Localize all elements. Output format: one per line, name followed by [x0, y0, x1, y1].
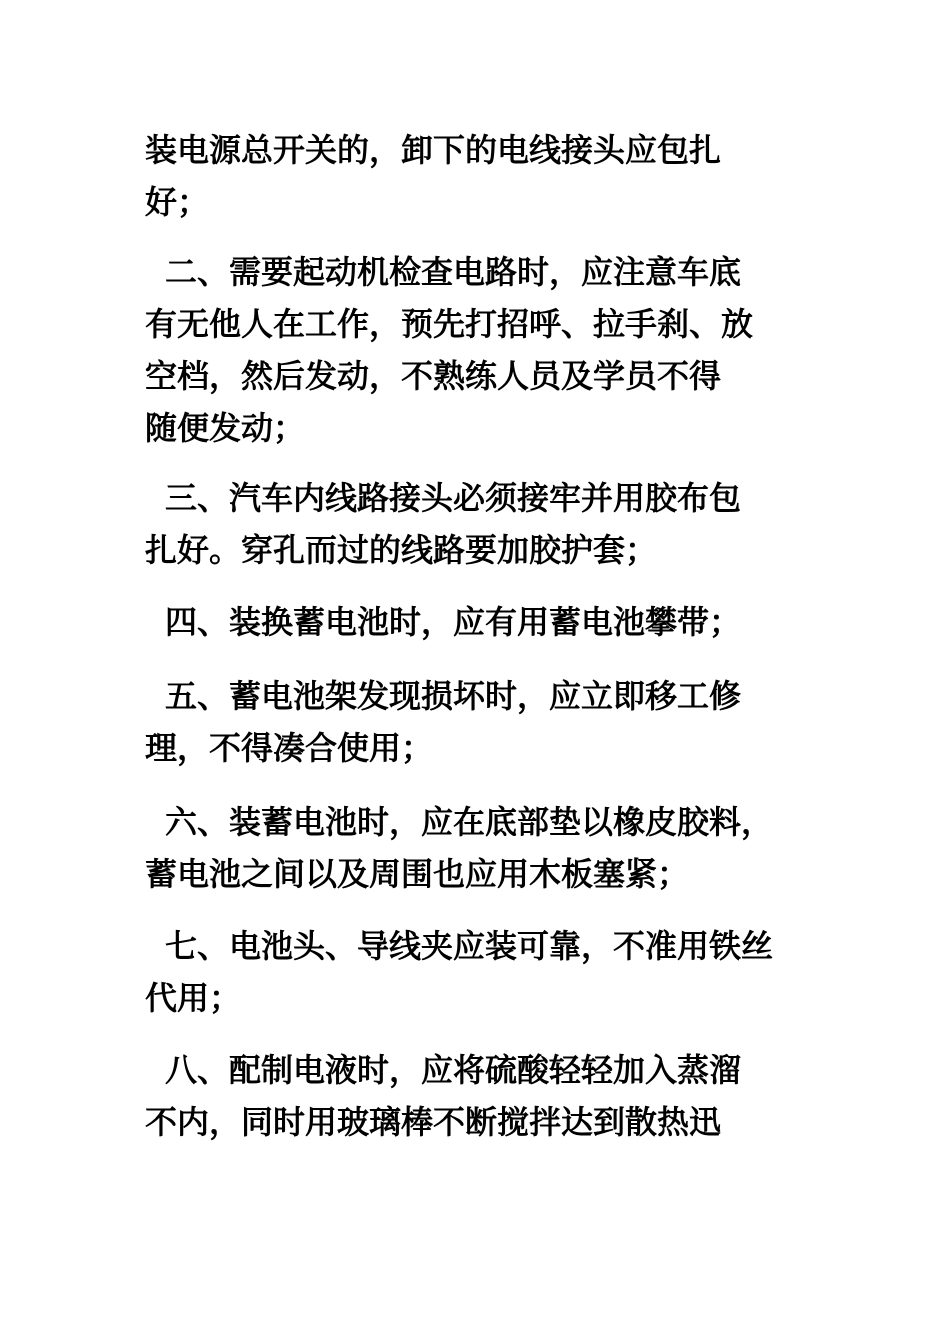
- text-line: 随便发动；: [145, 409, 306, 447]
- text-line: 代用；: [145, 979, 242, 1017]
- paragraph-7-line: 七、电池头、导线夹应装可靠，不准用铁丝: [165, 927, 774, 965]
- paragraph-6-line: 六、装蓄电池时，应在底部垫以橡皮胶料，: [165, 803, 774, 841]
- text-line: 扎好。穿孔而过的线路要加胶护套；: [145, 531, 658, 569]
- text-line: 不内，同时用玻璃棒不断搅拌达到散热迅: [145, 1103, 722, 1141]
- paragraph-2-line: 二、需要起动机检查电路时，应注意车底: [165, 253, 742, 291]
- paragraph-4-line: 四、装换蓄电池时，应有用蓄电池攀带；: [165, 603, 742, 641]
- text-line: 好；: [145, 183, 210, 221]
- text-line: 空档，然后发动，不熟练人员及学员不得: [145, 357, 722, 395]
- paragraph-5-line: 五、蓄电池架发现损坏时，应立即移工修: [165, 677, 742, 715]
- paragraph-3-line: 三、汽车内线路接头必须接牢并用胶布包: [165, 479, 742, 517]
- paragraph-8-line: 八、配制电液时，应将硫酸轻轻加入蒸溜: [165, 1051, 742, 1089]
- text-line: 蓄电池之间以及周围也应用木板塞紧；: [145, 855, 690, 893]
- text-line: 有无他人在工作，预先打招呼、拉手刹、放: [145, 305, 754, 343]
- text-line: 装电源总开关的，卸下的电线接头应包扎: [145, 131, 722, 169]
- text-line: 理，不得凑合使用；: [145, 729, 434, 767]
